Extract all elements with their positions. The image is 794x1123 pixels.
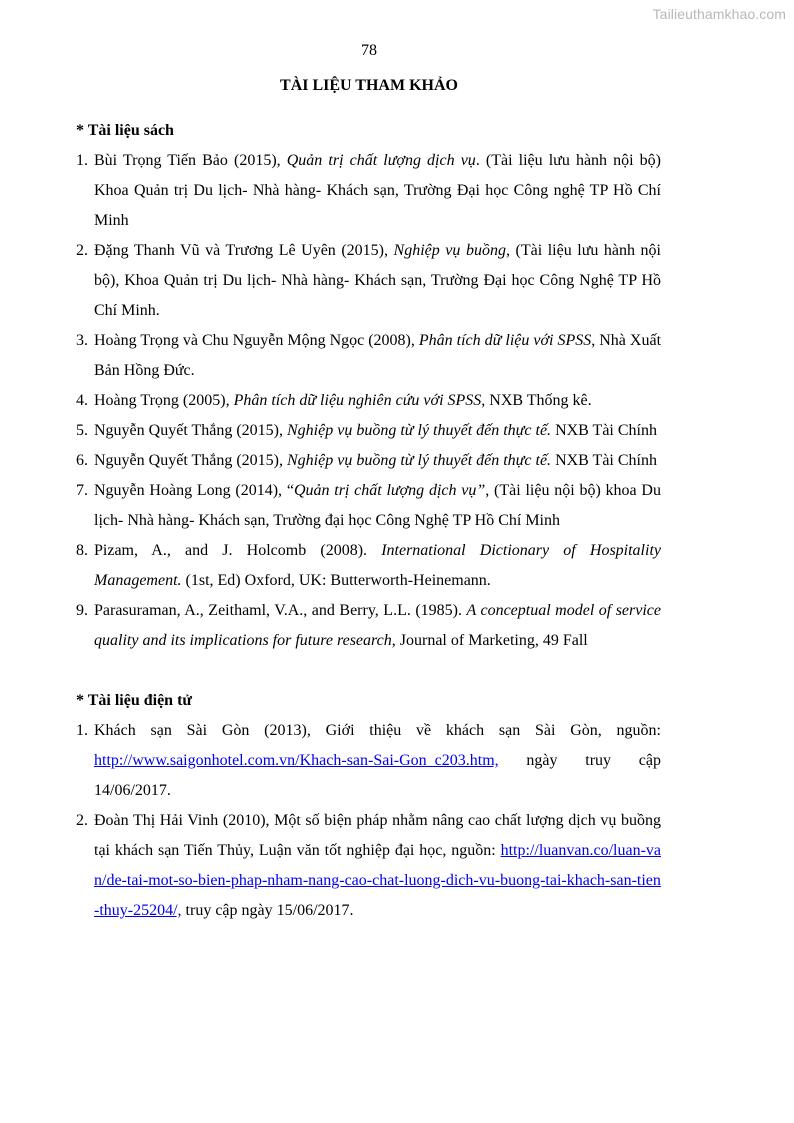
- reference-text: [94, 476, 661, 536]
- reference-title: Quản trị chất lượng dịch vụ: [286, 152, 476, 169]
- reference-list: [76, 116, 661, 926]
- reference-number: 4.: [76, 392, 88, 409]
- reference-number: 3.: [76, 332, 88, 349]
- reference-details: , NXB Thống kê.: [481, 392, 592, 409]
- reference-text: [94, 146, 661, 236]
- reference-text: [94, 386, 661, 416]
- reference-number: 1.: [76, 152, 88, 169]
- book-reference-7: [76, 476, 661, 536]
- reference-text: [94, 446, 661, 476]
- reference-title: A conceptual model of service quality and its implications for future research: [94, 602, 661, 649]
- reference-text: [94, 716, 661, 806]
- reference-author: Nguyễn Hoàng Long (2014), “: [94, 482, 294, 499]
- reference-number: 9.: [76, 602, 88, 619]
- reference-number: 6.: [76, 452, 88, 469]
- reference-link[interactable]: http://luanvan.co/luan-van/de-tai-mot-so-bien-phap-nham-nang-cao-chat-luong-dich-vu-buong-tai-khach-san-tien-thuy-25204/,: [94, 842, 661, 919]
- reference-details: (1st, Ed) Oxford, UK: Butterworth-Heinemann.: [181, 572, 491, 589]
- reference-title: International Dictionary of Hospitality Management.: [94, 542, 661, 589]
- reference-details: NXB Tài Chính: [551, 452, 657, 469]
- section-spacer: [76, 656, 661, 686]
- reference-title: Phân tích dữ liệu với SPSS: [418, 332, 592, 349]
- reference-author: Đặng Thanh Vũ và Trương Lê Uyên (2015),: [94, 242, 394, 259]
- book-reference-6: [76, 446, 661, 476]
- book-reference-1: [76, 146, 661, 236]
- reference-number: 7.: [76, 482, 88, 499]
- reference-author: Bùi Trọng Tiến Bảo (2015),: [94, 152, 287, 169]
- page-title: TÀI LIỆU THAM KHẢO: [280, 77, 458, 94]
- reference-details: NXB Tài Chính: [551, 422, 657, 439]
- book-reference-8: [76, 536, 661, 596]
- books-heading: * Tài liệu sách: [76, 122, 174, 139]
- reference-details: ngày truy cập 14/06/2017.: [94, 752, 661, 799]
- reference-number: 2.: [76, 812, 88, 829]
- reference-author: Parasuraman, A., Zeithaml, V.A., and Berry, L.L. (1985).: [94, 602, 467, 619]
- reference-text: [94, 236, 661, 326]
- book-reference-3: [76, 326, 661, 386]
- reference-title: Quản trị chất lượng dịch vụ”: [293, 482, 486, 499]
- reference-number: 2.: [76, 242, 88, 259]
- reference-number: 8.: [76, 542, 88, 559]
- reference-text: [94, 416, 661, 446]
- electronic-reference-2: [76, 806, 661, 926]
- reference-details: , Journal of Marketing, 49 Fall: [391, 632, 588, 649]
- page-number: 78: [361, 42, 377, 59]
- reference-details: . (Tài liệu lưu hành nội bộ) Khoa Quản trị Du lịch- Nhà hàng- Khách sạn, Trường Đại học Công nghệ TP Hồ Chí Minh: [94, 152, 662, 229]
- reference-title: Nghiệp vụ buồng từ lý thuyết đến thực tế.: [287, 422, 552, 439]
- book-reference-9: [76, 596, 661, 656]
- reference-author: Nguyễn Quyết Thắng (2015),: [94, 452, 287, 469]
- reference-author: Hoàng Trọng (2005),: [94, 392, 234, 409]
- reference-title: Nghiệp vụ buồng: [393, 242, 506, 259]
- reference-text: [94, 536, 661, 596]
- reference-details: , Nhà Xuất Bản Hồng Đức.: [94, 332, 662, 379]
- reference-details: truy cập ngày 15/06/2017.: [181, 902, 354, 919]
- electronic-heading: * Tài liệu điện tử: [76, 692, 192, 709]
- book-reference-4: [76, 386, 661, 416]
- reference-number: 1.: [76, 722, 88, 739]
- reference-details: , (Tài liệu nội bộ) khoa Du lịch- Nhà hàng- Khách sạn, Trường đại học Công Nghệ TP Hồ Chí Minh: [94, 482, 661, 529]
- watermark: Tailieuthamkhao.com: [652, 6, 786, 22]
- reference-author: Nguyễn Quyết Thắng (2015),: [94, 422, 287, 439]
- reference-title: Phân tích dữ liệu nghiên cứu với SPSS: [233, 392, 482, 409]
- reference-details: , (Tài liệu lưu hành nội bộ), Khoa Quản trị Du lịch- Nhà hàng- Khách sạn, Trường Đại học Công Nghệ TP Hồ Chí Minh.: [94, 242, 661, 319]
- reference-text: [94, 596, 661, 656]
- electronic-reference-1: [76, 716, 661, 806]
- reference-text: [94, 326, 661, 386]
- book-reference-5: [76, 416, 661, 446]
- reference-number: 5.: [76, 422, 88, 439]
- book-reference-2: [76, 236, 661, 326]
- reference-text: [94, 806, 661, 926]
- reference-author: Đoàn Thị Hải Vinh (2010), Một số biện pháp nhằm nâng cao chất lượng dịch vụ buồng tại khách sạn Tiến Thủy, Luận văn tốt nghiệp đại học, nguồn:: [94, 812, 661, 859]
- reference-title: Nghiệp vụ buồng từ lý thuyết đến thực tế.: [287, 452, 552, 469]
- reference-author: Pizam, A., and J. Holcomb (2008).: [94, 542, 382, 559]
- reference-author: Hoàng Trọng và Chu Nguyễn Mộng Ngọc (2008),: [94, 332, 419, 349]
- reference-author: Khách sạn Sài Gòn (2013), Giới thiệu về khách sạn Sài Gòn, nguồn:: [94, 722, 661, 739]
- reference-link[interactable]: http://www.saigonhotel.com.vn/Khach-san-Sai-Gon_c203.htm,: [94, 752, 499, 769]
